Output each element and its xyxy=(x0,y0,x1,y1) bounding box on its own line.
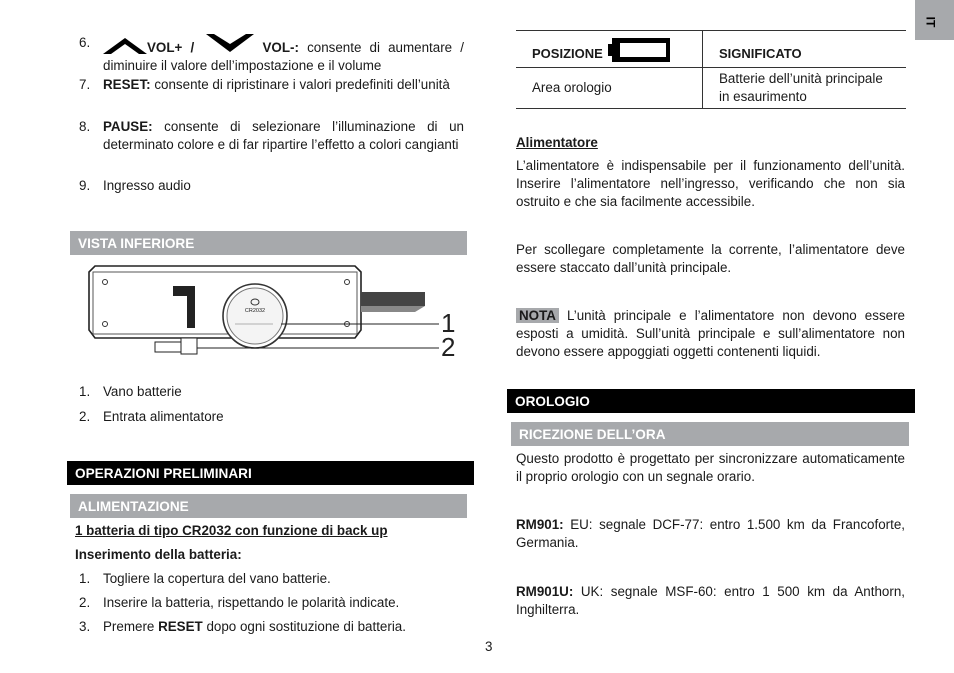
list-item-audio: 9. Ingresso audio xyxy=(79,178,191,193)
vol-down-icon xyxy=(206,34,254,54)
list-item-entrata: 2. Entrata alimentatore xyxy=(79,409,224,424)
nota-badge: NOTA xyxy=(516,308,559,323)
battery-heading: 1 batteria di tipo CR2032 con funzione di back up xyxy=(75,523,388,538)
callout-1: 1 xyxy=(441,308,456,338)
alimentatore-paragraph-2: Per scollegare completamente la corrente, l’alimentatore deve essere staccato dall’unità principale. xyxy=(516,242,905,275)
step-2: 2. Inserire la batteria, rispettando le polarità indicate. xyxy=(79,595,400,610)
table-cell-sig: Batterie dell’unità principale in esaurimento xyxy=(703,68,907,109)
table-head-pos: POSIZIONE xyxy=(532,46,603,61)
page-number: 3 xyxy=(485,639,493,654)
callout-2: 2 xyxy=(441,332,456,358)
list-item-vano: 1. Vano batterie xyxy=(79,384,182,399)
table-cell-pos: Area orologio xyxy=(516,68,703,109)
language-tab-label: IT xyxy=(923,16,938,28)
rm901-paragraph: RM901: EU: segnale DCF-77: entro 1.500 km da Francoforte, Germania. xyxy=(516,517,905,550)
step-1: 1. Togliere la copertura del vano batterie. xyxy=(79,571,331,586)
alimentatore-heading: Alimentatore xyxy=(516,135,598,150)
section-operazioni: OPERAZIONI PRELIMINARI xyxy=(67,461,474,485)
list-item-pause: 8. PAUSE: consente di selezionare l’illuminazione di un determinato colore e di far ripartire l’effetto a colori cangianti xyxy=(79,119,464,152)
bottom-view-diagram xyxy=(85,262,465,358)
language-tab xyxy=(915,0,954,40)
section-vista-inferiore: VISTA INFERIORE xyxy=(70,231,467,255)
table-head-sig: SIGNIFICATO xyxy=(703,31,907,68)
battery-icon xyxy=(608,38,670,62)
rm901u-paragraph: RM901U: UK: segnale MSF-60: entro 1 500 km da Anthorn, Inghilterra. xyxy=(516,584,905,617)
battery-label: CR2032 xyxy=(244,308,266,314)
vol-up-icon xyxy=(103,36,147,56)
alimentatore-paragraph-1: L’alimentatore è indispensabile per il funzionamento dell’unità. Inserire l’alimentatore nell’ingresso, verificando che non sia ostruito e che sia facilmente accessibile. xyxy=(516,158,905,209)
nota-paragraph: NOTA L’unità principale e l’alimentatore non devono essere esposti a umidità. Sull’unità principale e sull’alimentatore non devono essere appoggiati oggetti contenenti liquidi. xyxy=(516,308,905,359)
list-item-reset: 7. RESET: consente di ripristinare i valori predefiniti dell’unità xyxy=(79,77,450,92)
section-alimentazione: ALIMENTAZIONE xyxy=(70,494,467,518)
insert-heading: Inserimento della batteria: xyxy=(75,547,242,562)
ricezione-paragraph: Questo prodotto è progettato per sincronizzare automaticamente il proprio orologio con un segnale orario. xyxy=(516,451,905,484)
battery-table xyxy=(516,30,906,109)
list-item-vol: 6. VOL+ / VOL-: consente di aumentare / diminuire il valore dell’impostazione e il volume xyxy=(79,35,464,73)
section-ricezione: RICEZIONE DELL’ORA xyxy=(511,422,909,446)
section-orologio: OROLOGIO xyxy=(507,389,915,413)
step-3: 3. Premere RESET dopo ogni sostituzione di batteria. xyxy=(79,619,406,634)
